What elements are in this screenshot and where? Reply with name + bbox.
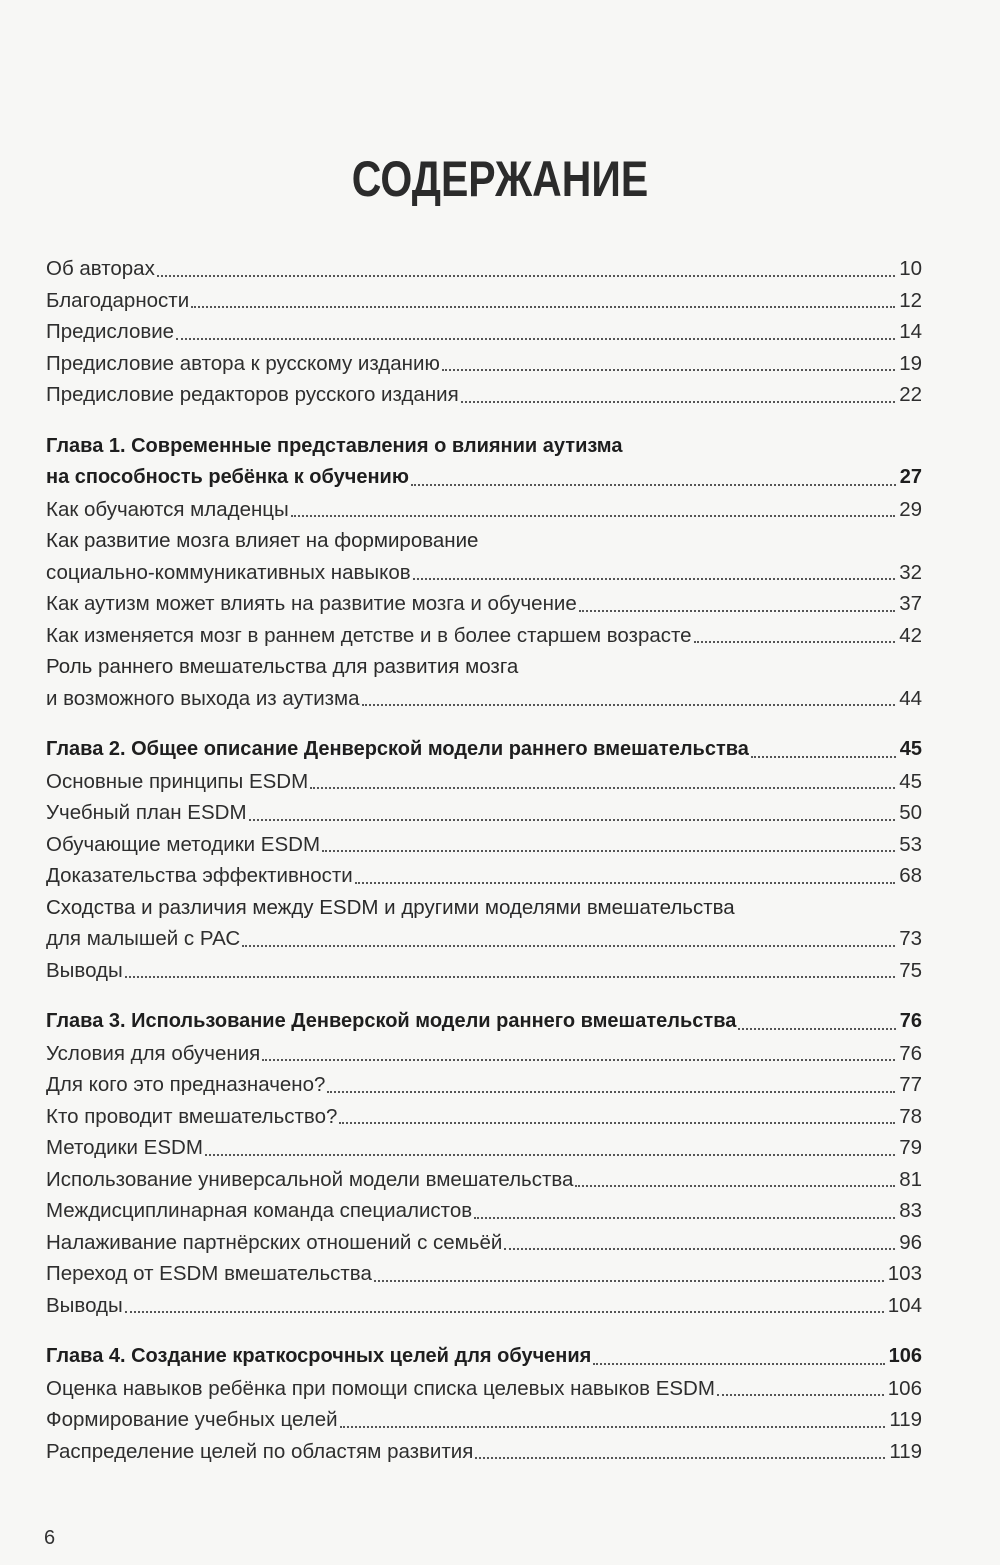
toc-chapter-entry <box>46 1341 922 1373</box>
toc-entry-title: социально-коммуникативных навыков <box>46 560 411 584</box>
toc-entry-row <box>46 1101 922 1133</box>
dot-leader <box>751 756 896 758</box>
toc-entry-row <box>46 1227 922 1259</box>
dot-leader <box>310 787 895 789</box>
toc-entry-page: 45 <box>899 738 922 760</box>
toc-entry-page: 42 <box>899 623 922 647</box>
dot-leader <box>579 610 895 612</box>
dot-leader <box>475 1457 885 1459</box>
toc-entry-row <box>46 1006 922 1038</box>
toc-entry-title: Как обучаются младенцы <box>46 497 289 521</box>
toc-entry <box>46 1132 922 1164</box>
toc-entry <box>46 860 922 892</box>
dot-leader <box>339 1122 895 1124</box>
toc-entry-row <box>46 1258 922 1290</box>
toc-entry <box>46 1227 922 1259</box>
toc-entry-row <box>46 734 922 766</box>
dot-leader <box>322 850 895 852</box>
dot-leader <box>242 945 895 947</box>
toc-entry-row <box>46 955 922 987</box>
toc-entry-title: для малышей с РАС <box>46 927 241 950</box>
toc-entry-page: 27 <box>899 466 922 488</box>
toc-entry-page: 32 <box>899 560 922 584</box>
toc-entry-row <box>46 557 922 589</box>
toc-entry-title: Глава 2. Общее описание Денверской модели раннего вмешательства <box>46 738 749 760</box>
toc-entry-title: Предисловие автора к русскому изданию <box>46 351 440 375</box>
toc-entry-row <box>46 348 922 380</box>
toc-entry <box>46 1038 922 1070</box>
toc-entry <box>46 1195 922 1227</box>
toc-entry-page: 119 <box>889 1408 922 1431</box>
toc-entry-title: Обучающие методики ESDM <box>46 832 321 856</box>
page-number: 6 <box>44 1527 56 1549</box>
dot-leader <box>249 819 896 821</box>
toc-entry-page: 22 <box>899 383 922 406</box>
toc-entry-row <box>46 1436 922 1468</box>
toc-chapter-entry <box>46 431 922 494</box>
dot-leader <box>362 704 896 706</box>
toc-entry-row <box>46 588 922 620</box>
dot-leader <box>157 275 895 277</box>
toc-entry-line: Как развитие мозга влияет на формирование <box>46 529 479 552</box>
toc-entry-row <box>46 1164 922 1196</box>
dot-leader <box>355 882 895 884</box>
dot-leader <box>191 306 895 308</box>
toc-entry-page: 53 <box>899 832 922 856</box>
toc-entry <box>46 1436 922 1468</box>
toc-entry-line: Сходства и различия между ESDM и другими моделями вмешательства <box>46 895 735 919</box>
dot-leader <box>717 1394 884 1396</box>
toc-entry-title: Как аутизм может влиять на развитие мозга и обучение <box>46 592 577 615</box>
toc-entry-page: 81 <box>899 1167 922 1191</box>
toc-entry-page: 76 <box>899 1010 922 1032</box>
toc-entry-row <box>46 683 922 715</box>
toc-entry-row <box>46 1069 922 1101</box>
dot-leader <box>593 1363 884 1365</box>
dot-leader <box>575 1185 895 1187</box>
dot-leader <box>340 1426 886 1428</box>
toc-entry <box>46 525 922 588</box>
toc-entry <box>46 253 922 285</box>
toc-entry <box>46 1258 922 1290</box>
toc-entry-title: Предисловие редакторов русского издания <box>46 383 459 406</box>
dot-leader <box>125 976 895 978</box>
toc-entry <box>46 620 922 652</box>
toc-entry <box>46 1164 922 1196</box>
toc-entry <box>46 1373 922 1405</box>
toc-entry <box>46 829 922 861</box>
toc-entry-title: Для кого это предназначено? <box>46 1073 326 1096</box>
toc-entry-title: и возможного выхода из аутизма <box>46 686 360 710</box>
toc-entry-title: Как изменяется мозг в раннем детстве и в более старшем возрасте <box>46 623 692 647</box>
toc-entry <box>46 797 922 829</box>
toc-entry-page: 45 <box>899 769 922 793</box>
toc-entry-title: Выводы <box>46 1293 123 1317</box>
toc-entry-title: Предисловие <box>46 320 175 343</box>
toc-entry-page: 78 <box>899 1104 922 1128</box>
toc-entry-title: Оценка навыков ребёнка при помощи списка целевых навыков ESDM <box>46 1376 715 1400</box>
toc-entry-title: Выводы <box>46 958 123 982</box>
toc-entry-title: Учебный план ESDM <box>46 801 247 824</box>
dot-leader <box>504 1248 895 1250</box>
toc-entry-title: Глава 3. Использование Денверской модели раннего вмешательства <box>46 1010 737 1032</box>
toc-entry-row <box>46 829 922 861</box>
toc-entry-row <box>46 923 922 955</box>
toc-chapter-entry <box>46 734 922 766</box>
toc-chapter-entry <box>46 1006 922 1038</box>
toc-entry-row <box>46 1195 922 1227</box>
toc-entry <box>46 955 922 987</box>
toc-entry <box>46 1404 922 1436</box>
dot-leader <box>738 1028 895 1030</box>
toc-entry <box>46 766 922 798</box>
toc-entry-title: на способность ребёнка к обучению <box>46 466 409 488</box>
toc-entry-title: Благодарности <box>46 288 190 312</box>
table-of-contents <box>46 253 922 1467</box>
dot-leader <box>474 1217 895 1219</box>
toc-entry-row <box>46 462 922 494</box>
dot-leader <box>411 484 896 486</box>
toc-entry-page: 37 <box>899 592 922 615</box>
toc-entry-row <box>46 1038 922 1070</box>
toc-entry-page: 10 <box>899 257 922 280</box>
toc-entry-title: Об авторах <box>46 257 155 280</box>
toc-entry-row <box>46 797 922 829</box>
toc-entry-page: 103 <box>887 1262 922 1285</box>
toc-entry-line: Роль раннего вмешательства для развития мозга <box>46 655 519 678</box>
toc-entry-row <box>46 1290 922 1322</box>
toc-entry-page: 96 <box>899 1230 922 1254</box>
toc-entry-line: Глава 1. Современные представления о влиянии аутизма <box>46 434 623 457</box>
toc-entry-row <box>46 1132 922 1164</box>
toc-entry-title: Доказательства эффективности <box>46 864 353 887</box>
toc-entry-row <box>46 620 922 652</box>
toc-entry-title: Глава 4. Создание краткосрочных целей для обучения <box>46 1345 592 1367</box>
toc-entry-page: 50 <box>899 801 922 824</box>
toc-entry-title: Налаживание партнёрских отношений с семьёй <box>46 1230 503 1254</box>
toc-entry-row <box>46 1373 922 1405</box>
dot-leader <box>461 401 895 403</box>
toc-entry <box>46 892 922 955</box>
toc-entry-title: Основные принципы ESDM <box>46 769 309 793</box>
dot-leader <box>262 1059 895 1061</box>
toc-entry <box>46 651 922 714</box>
toc-entry-row <box>46 1404 922 1436</box>
toc-entry-page: 14 <box>899 320 922 343</box>
toc-entry <box>46 316 922 348</box>
toc-entry-page: 19 <box>899 351 922 375</box>
toc-entry-page: 106 <box>888 1345 922 1367</box>
toc-entry-title: Формирование учебных целей <box>46 1408 338 1431</box>
dot-leader <box>176 338 895 340</box>
toc-entry-title: Распределение целей по областям развития <box>46 1439 474 1463</box>
toc-entry-title: Методики ESDM <box>46 1136 203 1159</box>
toc-entry-row <box>46 1341 922 1373</box>
dot-leader <box>327 1091 895 1093</box>
toc-entry <box>46 1290 922 1322</box>
page-title: СОДЕРЖАНИЕ <box>351 151 649 207</box>
toc-entry-title: Междисциплинарная команда специалистов <box>46 1199 473 1222</box>
toc-entry-page: 75 <box>899 958 922 982</box>
toc-entry-row <box>46 253 922 285</box>
toc-entry-row <box>46 766 922 798</box>
toc-entry <box>46 588 922 620</box>
toc-entry-page: 104 <box>887 1293 922 1317</box>
dot-leader <box>205 1154 895 1156</box>
toc-entry <box>46 348 922 380</box>
dot-leader <box>442 369 895 371</box>
toc-entry-page: 106 <box>887 1376 922 1400</box>
toc-entry-page: 12 <box>899 288 922 312</box>
toc-entry-page: 79 <box>899 1136 922 1159</box>
toc-entry <box>46 285 922 317</box>
toc-entry-title: Кто проводит вмешательство? <box>46 1104 338 1128</box>
toc-entry <box>46 494 922 526</box>
dot-leader <box>694 641 896 643</box>
toc-entry-page: 83 <box>899 1199 922 1222</box>
toc-entry-row <box>46 316 922 348</box>
toc-entry-page: 77 <box>899 1073 922 1096</box>
toc-entry <box>46 379 922 411</box>
toc-entry-page: 29 <box>899 497 922 521</box>
toc-entry-row <box>46 285 922 317</box>
toc-entry-page: 119 <box>889 1439 922 1463</box>
toc-entry-title: Переход от ESDM вмешательства <box>46 1262 372 1285</box>
toc-entry-row <box>46 860 922 892</box>
dot-leader <box>413 578 896 580</box>
toc-entry-title: Использование универсальной модели вмешательства <box>46 1167 574 1191</box>
toc-entry-row <box>46 494 922 526</box>
dot-leader <box>125 1311 884 1313</box>
toc-entry-page: 44 <box>899 686 922 710</box>
toc-entry-row <box>46 379 922 411</box>
toc-entry <box>46 1101 922 1133</box>
toc-entry-page: 76 <box>899 1041 922 1065</box>
toc-entry-title: Условия для обучения <box>46 1041 261 1065</box>
toc-entry-page: 73 <box>899 927 922 950</box>
toc-entry <box>46 1069 922 1101</box>
dot-leader <box>374 1280 884 1282</box>
dot-leader <box>291 515 895 517</box>
toc-entry-page: 68 <box>899 864 922 887</box>
